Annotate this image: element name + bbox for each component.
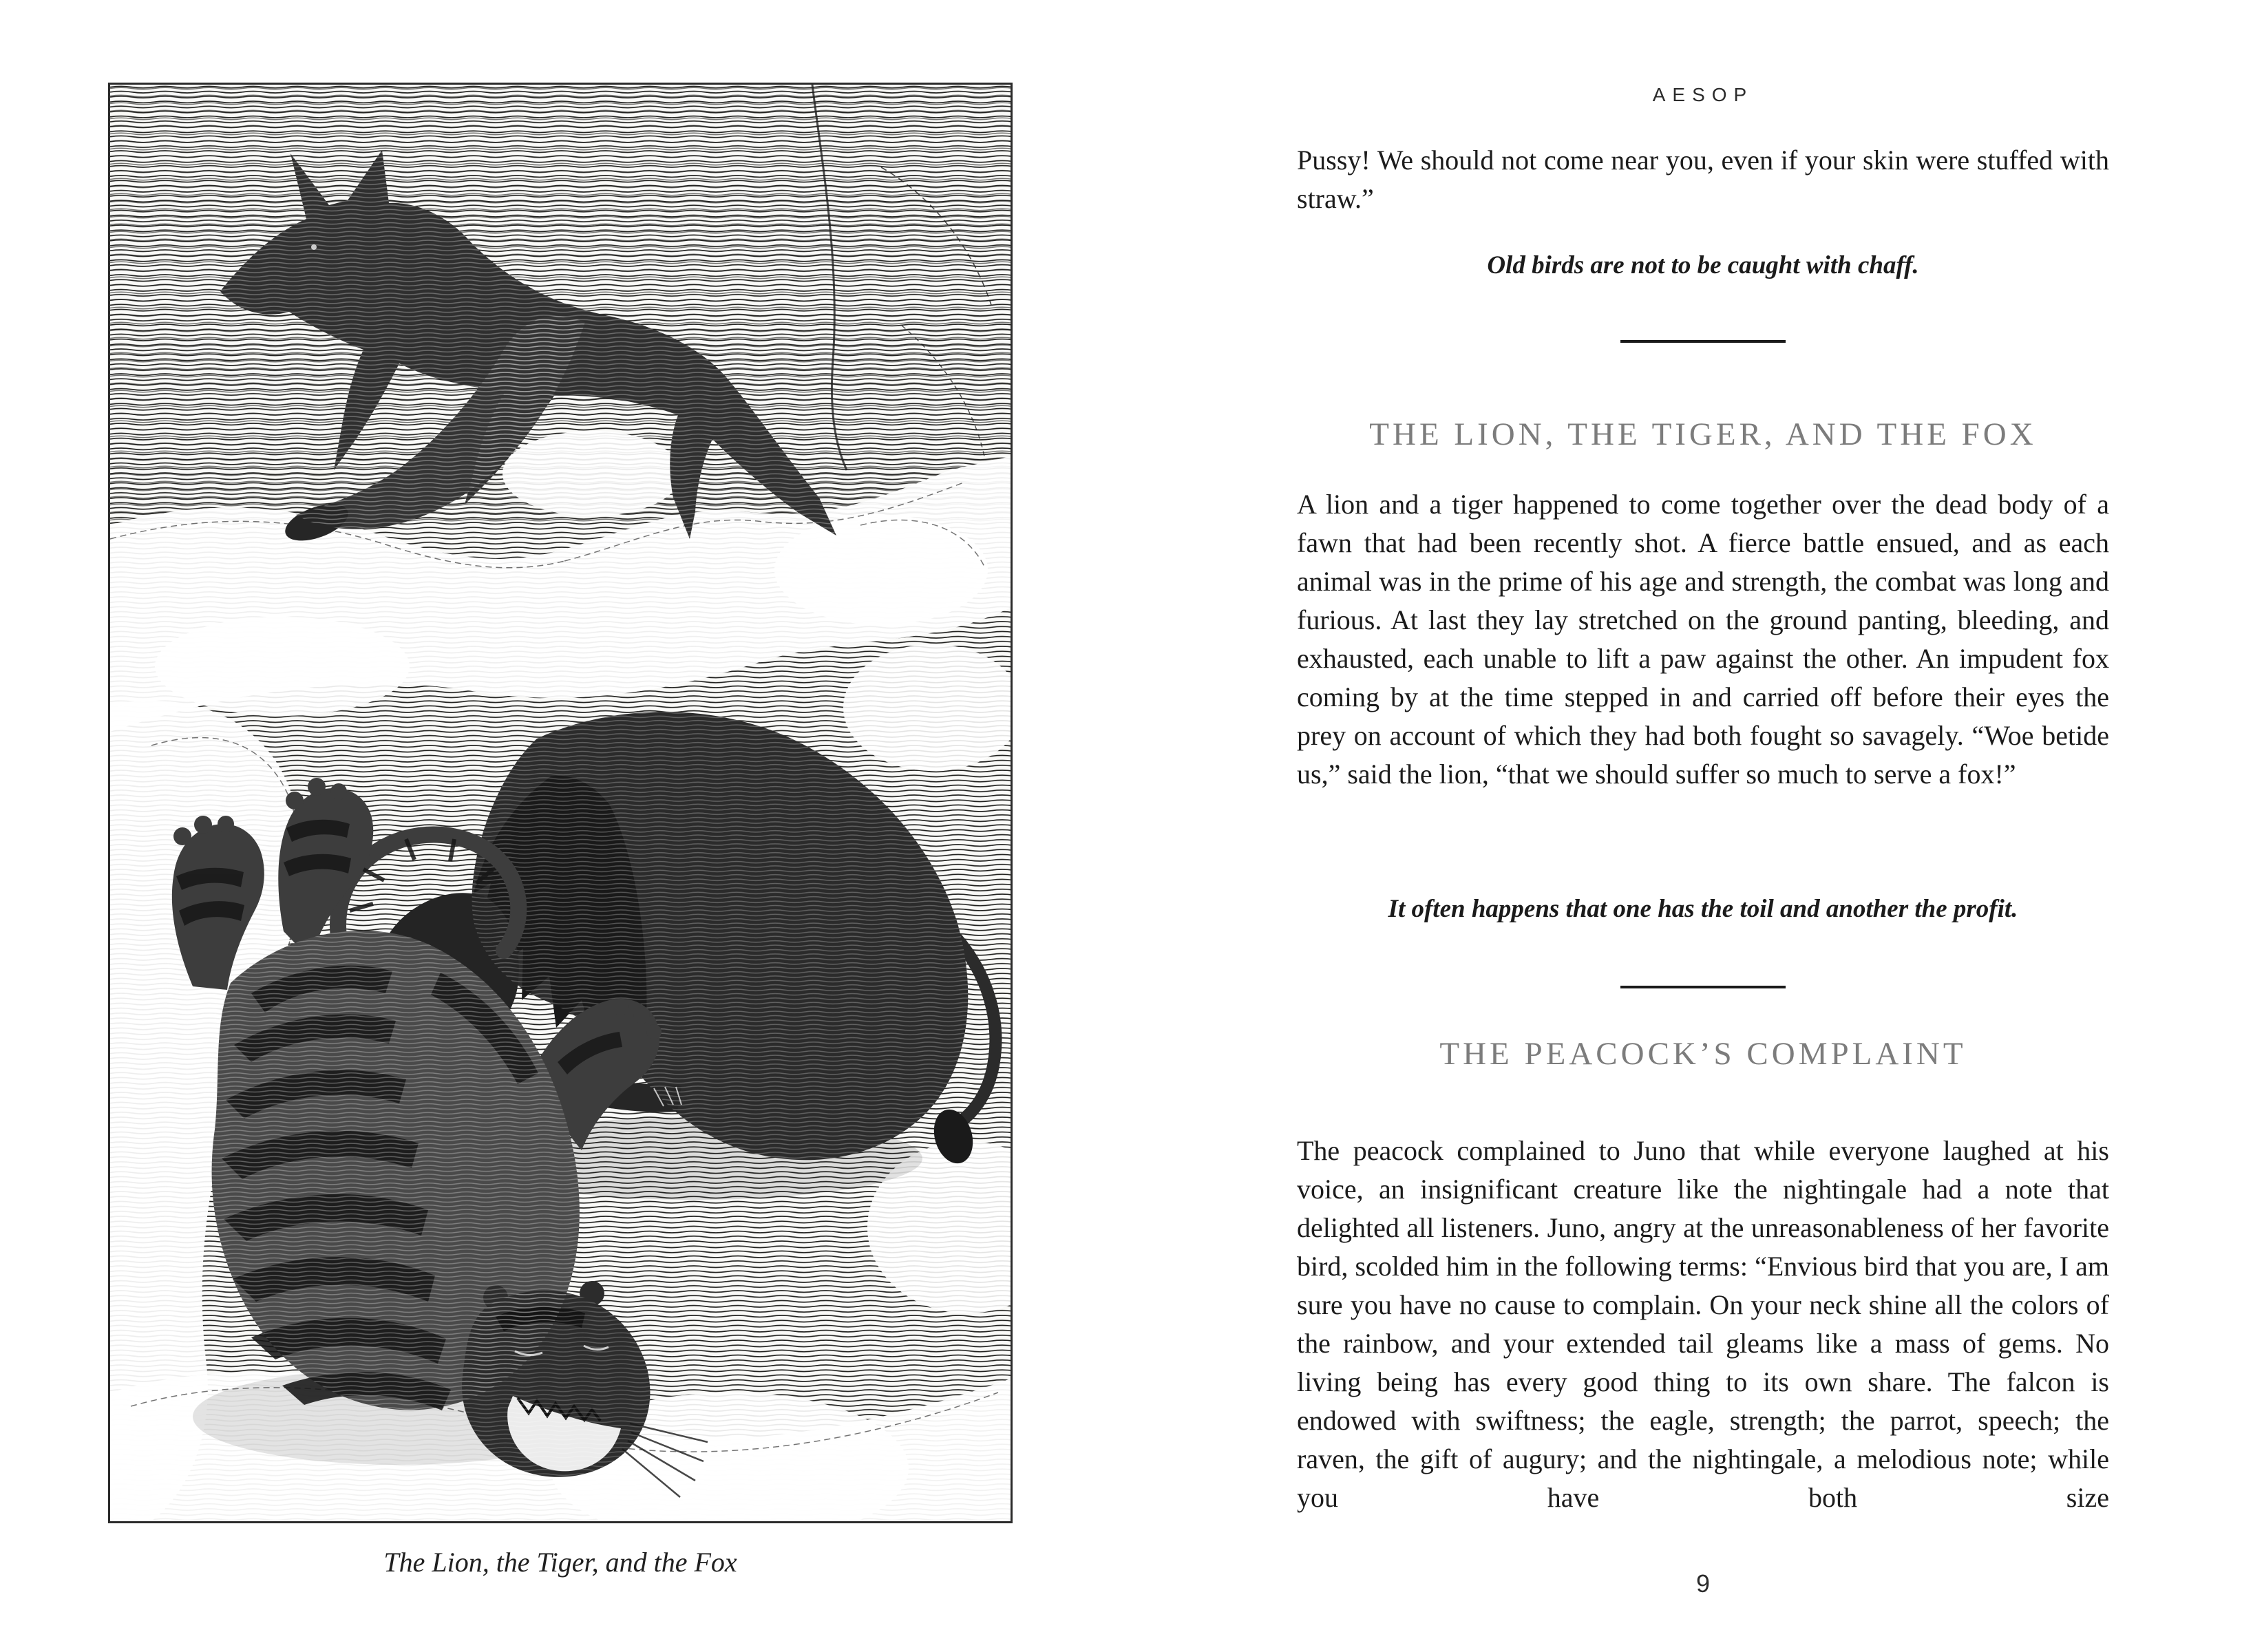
fable-moral: Old birds are not to be caught with chaff. [1487, 251, 1919, 279]
fable-title-peacocks-complaint: THE PEACOCK’S COMPLAINT [1439, 1036, 1967, 1072]
engraving-canvas [110, 85, 1011, 1521]
fable-text-lion-tiger-fox: A lion and a tiger happened to come together over the dead body of a fawn that had been recently shot. A fierce battle ensued, and as each animal was in the prime of his age and strength, the combat was long and furious. At last they lay stretched on the ground panting, bleeding, and exhausted, each unable to lift a paw against the other. An impudent fox coming by at the time stepped in and carried off before their eyes the prey on account of which they had both fought so savagely. “Woe betide us,” said the lion, “that we should suffer so much to serve a fox!” [1297, 489, 2109, 790]
page-number: 9 [1695, 1569, 1711, 1598]
illustration-caption: The Lion, the Tiger, and the Fox [383, 1547, 737, 1578]
fable-illustration [108, 83, 1013, 1523]
fox-eye [311, 244, 317, 250]
fable-moral: It often happens that one has the toil and another the profit. [1388, 895, 2018, 923]
fable-text-continuation: Pussy! We should not come near you, even if your skin were stuffed with straw.” [1297, 145, 2109, 214]
section-divider [1620, 340, 1786, 343]
fable-title-lion-tiger-fox: THE LION, THE TIGER, AND THE FOX [1369, 416, 2037, 452]
fable-text-peacocks-complaint: The peacock complained to Juno that while everyone laughed at his voice, an insignificant creature like the nightingale had a note that delighted all listeners. Juno, angry at the unreasonableness of her favorite bird, scolded him in the following terms: “Envious bird that you are, I am sure you have no cause to complain. On your neck shine all the colors of the rainbow, and your extended tail gleams like a mass of gems. No living being has every good thing to its own share. The falcon is endowed with swiftness; the eagle, strength; the parrot, speech; the raven, the gift of augury; and the nightingale, a melodious note; while you have both size [1297, 1135, 2109, 1513]
text-page [1297, 0, 2109, 1652]
section-divider [1620, 986, 1786, 988]
running-header: AESOP [1652, 84, 1754, 105]
